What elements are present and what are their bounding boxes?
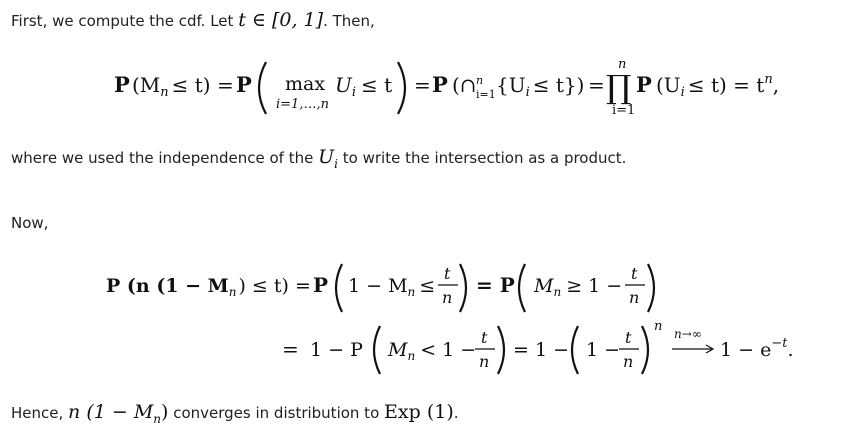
- inline-math-t-interval: t ∈ [0, 1]: [238, 9, 324, 31]
- inline-math-exp-dist: Exp (1): [384, 401, 454, 423]
- equation-convergence: [0, 252, 856, 382]
- eq2-limit: $1 - e^{-t}$.: [720, 336, 794, 361]
- eq1-prod-sub: i=1: [612, 103, 636, 118]
- eq1-cap-sup: n: [476, 74, 484, 87]
- eq1-term: $(U_i \le t) = t^n$,: [656, 72, 780, 100]
- eq2-r1-paren2-right: [648, 264, 654, 312]
- eq2-lhs: P (n ($1 - M_n$ ) ≤ t) =: [106, 275, 311, 299]
- paragraph-1-end: . Then,: [323, 12, 375, 30]
- eq1-set: $\{U_i \le t\}$): [496, 73, 585, 100]
- eq1-prob-P3: P: [432, 72, 448, 97]
- eq1-lhs: $(M_n \le t)$ =: [132, 73, 234, 100]
- eq1-U: $U_i \le t$: [335, 73, 393, 100]
- eq1-eq2: =: [588, 73, 605, 97]
- paragraph-4-mid: converges in distribution to: [173, 404, 380, 422]
- eq1-cap-sub: i=1: [476, 88, 496, 101]
- eq1-eq1: =: [414, 73, 431, 97]
- paragraph-4-end: .: [453, 404, 459, 422]
- paragraph-2-text: where we used the independence of the: [11, 149, 314, 167]
- eq2-r2-frac-den: n: [479, 352, 490, 371]
- eq2-r2-a: 1 − P: [310, 339, 363, 361]
- eq2-r2-frac2-den: n: [623, 352, 634, 371]
- eq2-r1-frac-num: t: [444, 264, 451, 283]
- eq2-r2-paren2-right: [642, 326, 648, 374]
- inline-math-U: $U_i$: [318, 146, 338, 171]
- equation-cdf: [0, 50, 856, 130]
- paragraph-4-text: Hence,: [11, 404, 64, 422]
- eq1-prob-P4: P: [636, 72, 652, 97]
- eq1-prod-sup: n: [618, 57, 627, 72]
- eq2-r2-paren-right: [498, 326, 504, 374]
- eq2-r2-paren-left: [374, 326, 380, 374]
- paragraph-1: [11, 9, 375, 31]
- eq2-r1-frac-den: n: [442, 288, 453, 307]
- paragraph-3: Now,: [11, 214, 49, 232]
- eq2-arrow-label: n→∞: [674, 327, 702, 341]
- eq1-big-paren-left: [259, 62, 266, 114]
- eq2-r2-b: $M_n < 1$ −: [388, 339, 477, 363]
- eq2-r1-frac2-num: t: [631, 264, 638, 283]
- eq2-r2-frac-num: t: [481, 328, 488, 347]
- eq1-prob-P: P: [114, 72, 130, 97]
- eq2-r1-c: = P: [476, 273, 515, 297]
- paragraph-1-text: First, we compute the cdf. Let: [11, 12, 234, 30]
- eq2-r1-P: P: [313, 273, 329, 297]
- eq2-r1-paren2-left: [519, 264, 525, 312]
- eq2-r2-d: = 1 −: [513, 339, 570, 361]
- eq2-r1-paren-left: [336, 264, 342, 312]
- eq2-r1-paren-right: [460, 264, 466, 312]
- paragraph-2-end: to write the intersection as a product.: [342, 149, 627, 167]
- eq2-r1-d: $M_n \ge 1$ −: [534, 275, 623, 299]
- eq1-max: max: [285, 73, 326, 95]
- eq1-intersection: (∩: [452, 73, 477, 97]
- eq1-max-sub: i=1,…,n: [276, 97, 329, 112]
- eq2-r2-frac2-num: t: [625, 328, 632, 347]
- eq2-r1-b: $1 - M_n$ ≤: [348, 275, 436, 299]
- paragraph-4: [11, 401, 459, 426]
- eq2-r1-frac2-den: n: [629, 288, 640, 307]
- eq2-r2-paren2-left: [572, 326, 578, 374]
- eq1-prob-P2: P: [236, 72, 252, 97]
- eq2-r2-e: 1 −: [586, 339, 621, 361]
- eq1-big-paren-right: [398, 62, 405, 114]
- paragraph-2: [11, 146, 626, 171]
- eq2-r2-power: n: [654, 319, 663, 334]
- inline-math-n-one-minus-Mn: n $(1 - M_n)$: [68, 401, 169, 426]
- eq1-prod: ∏: [606, 68, 632, 106]
- eq2-r2-eq: =: [282, 337, 299, 361]
